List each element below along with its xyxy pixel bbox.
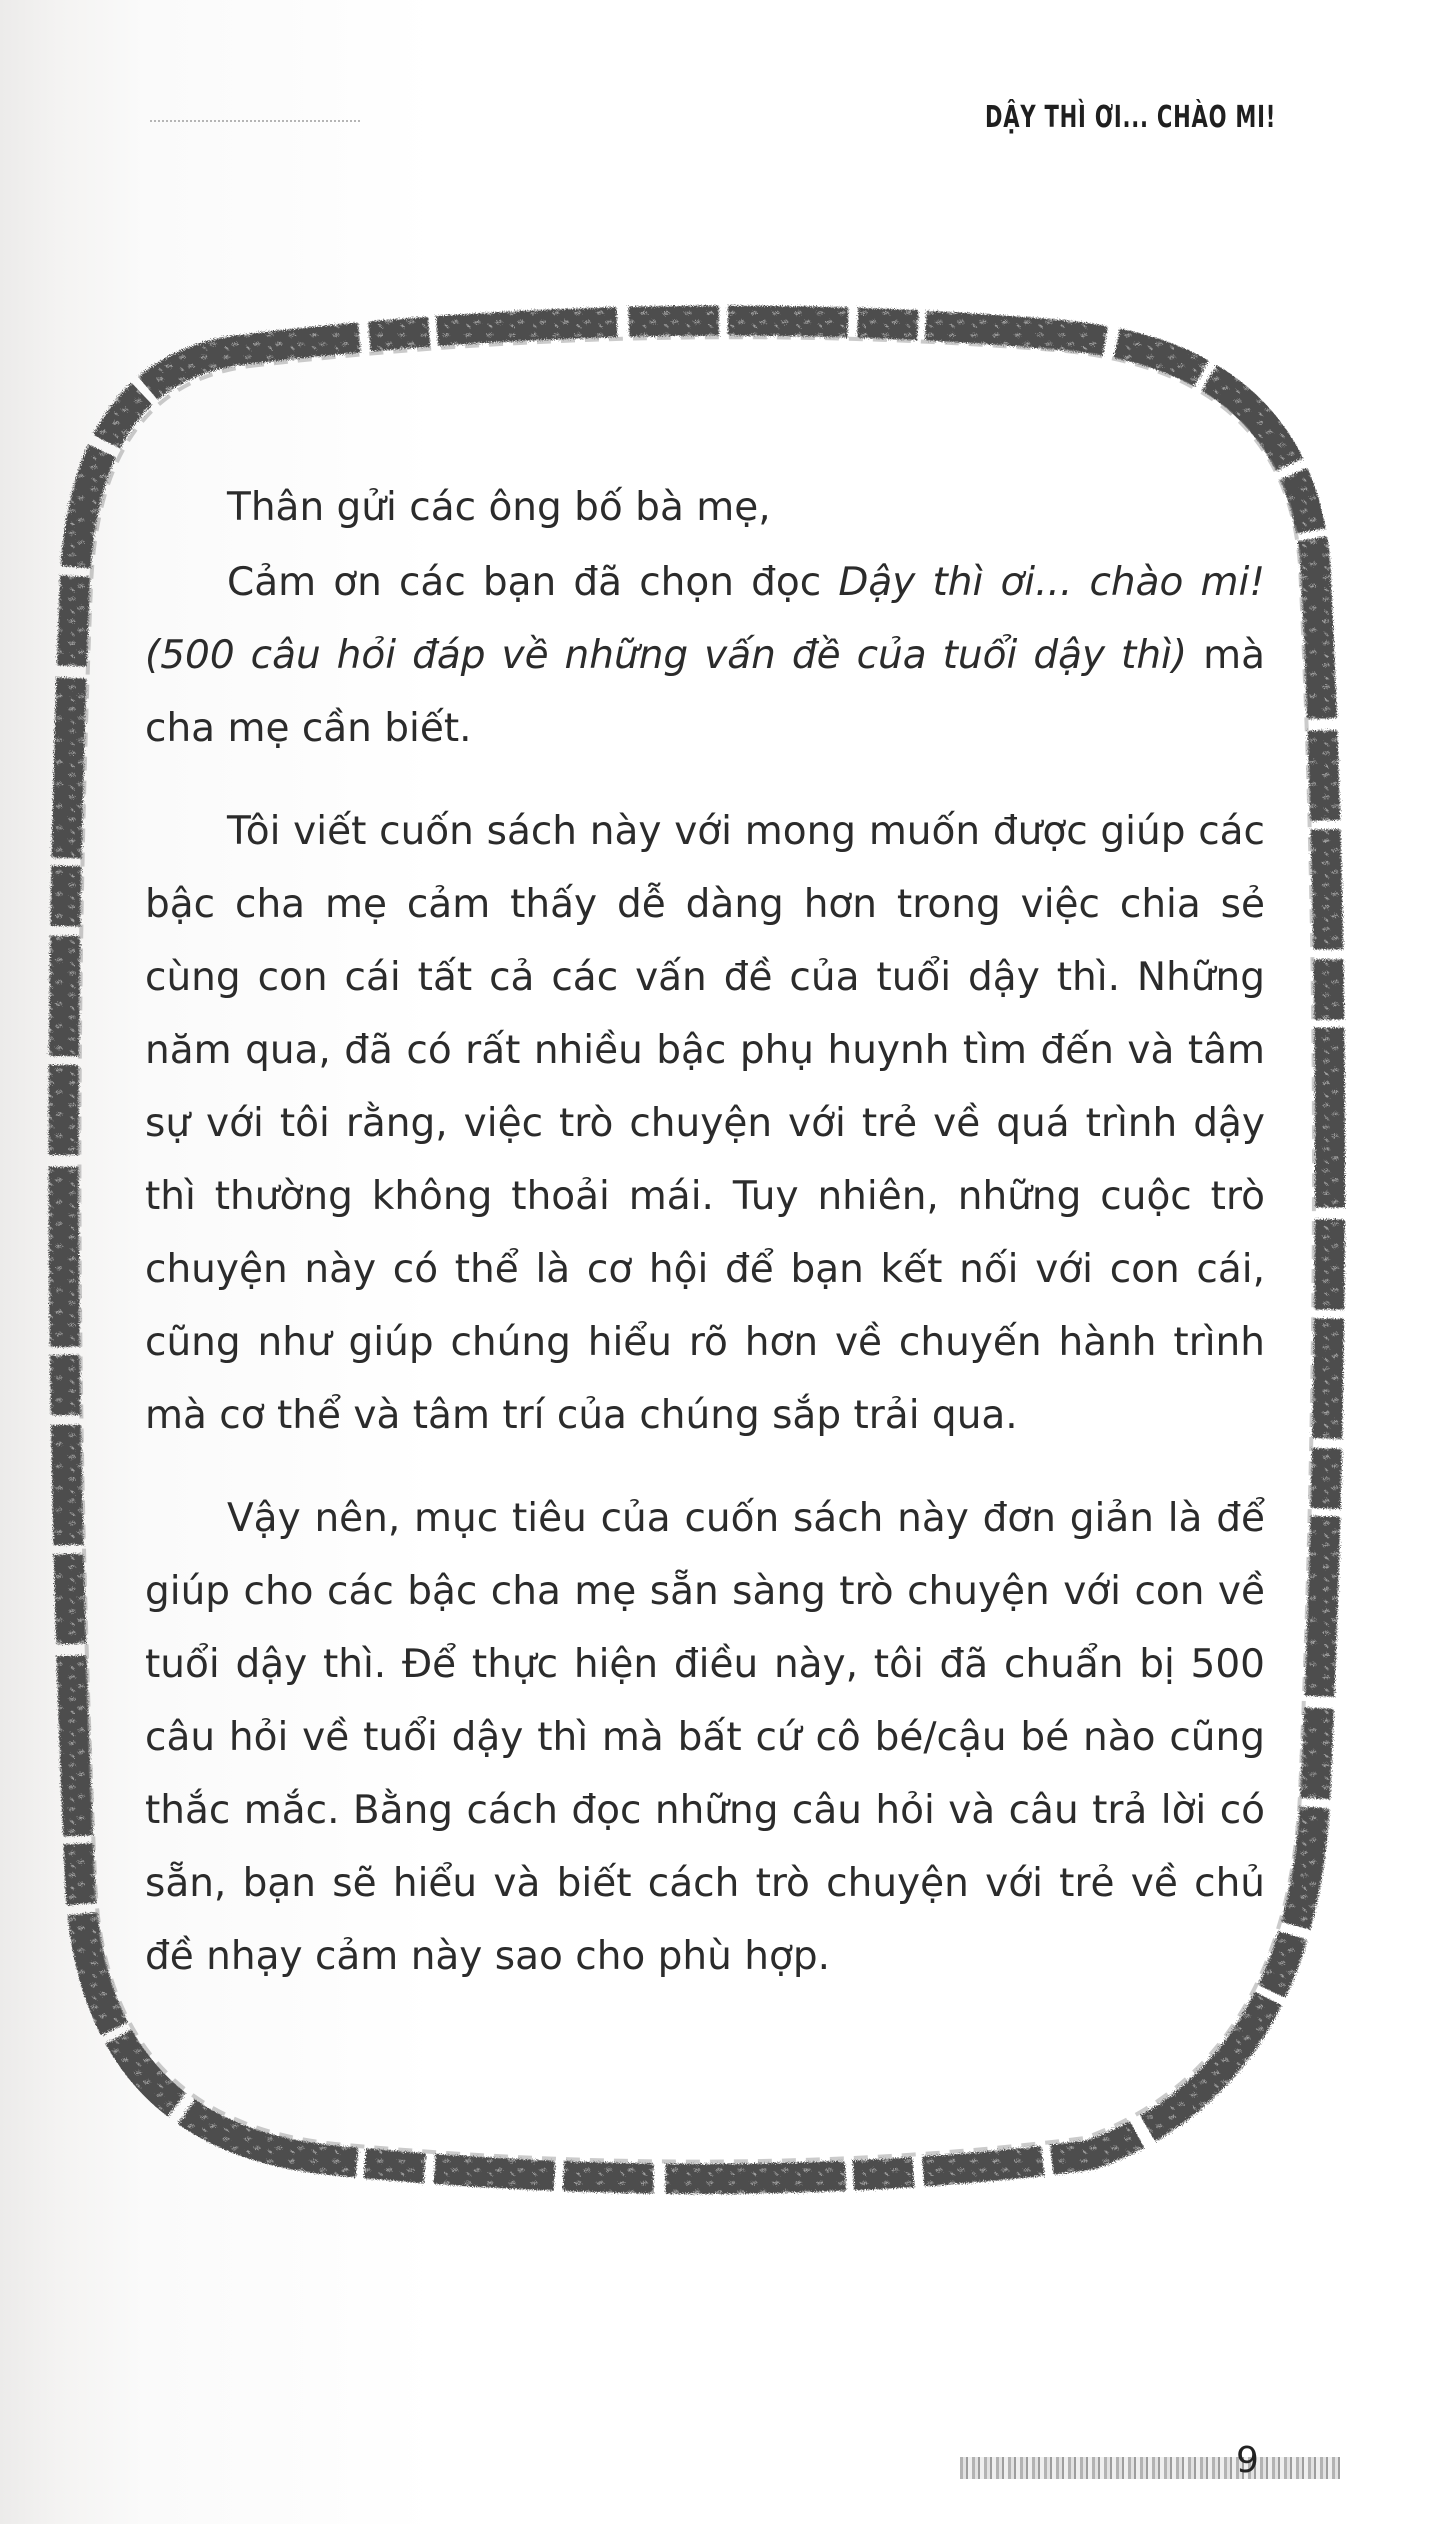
footer-decoration [960, 2457, 1340, 2479]
paragraph-purpose: Tôi viết cuốn sách này với mong muốn được giúp các bậc cha mẹ cảm thấy dễ dàng hơn trong việc chia sẻ cùng con cái tất cả các vấn đề của tuổi dậy thì. Những năm qua, đã có rất nhiều bậc phụ huynh tìm đến và tâm sự với tôi rằng, việc trò chuyện với trẻ về quá trình dậy thì thường không thoải mái. Tuy nhiên, những cuộc trò chuyện này có thể là cơ hội để bạn kết nối với con cái, cũng như giúp chúng hiểu rõ hơn về chuyến hành trình mà cơ thể và tâm trí của chúng sắp trải qua. [145, 809, 1265, 1438]
paragraph-thanks-start: Cảm ơn các bạn đã chọn đọc [227, 560, 839, 605]
paragraph-gap [145, 1452, 1265, 1482]
paragraph-goal: Vậy nên, mục tiêu của cuốn sách này đơn giản là để giúp cho các bậc cha mẹ sẵn sàng trò chuyện với con về tuổi dậy thì. Để thực hiện điều này, tôi đã chuẩn bị 500 câu hỏi về tuổi dậy thì mà bất cứ cô bé/cậu bé nào cũng thắc mắc. Bằng cách đọc những câu hỏi và câu trả lời có sẵn, bạn sẽ hiểu và biết cách trò chuyện với trẻ về chủ đề nhạy cảm này sao cho phù hợp. [145, 1496, 1265, 1979]
paragraph-thanks-end: mà cha mẹ cần biết. [145, 633, 1265, 751]
paragraph-thanks [145, 546, 1265, 765]
salutation: Thân gửi các ông bố bà mẹ, [227, 485, 771, 530]
book-title: Dậy thì ơi... chào mi! (500 câu hỏi đáp về những vấn đề của tuổi dậy thì) [145, 560, 1265, 678]
page-number: 9 [1236, 2440, 1259, 2481]
letter-body [145, 470, 1265, 1993]
running-header: DẬY THÌ ƠI... CHÀO MI! [985, 100, 1277, 135]
paragraph-gap [145, 765, 1265, 795]
